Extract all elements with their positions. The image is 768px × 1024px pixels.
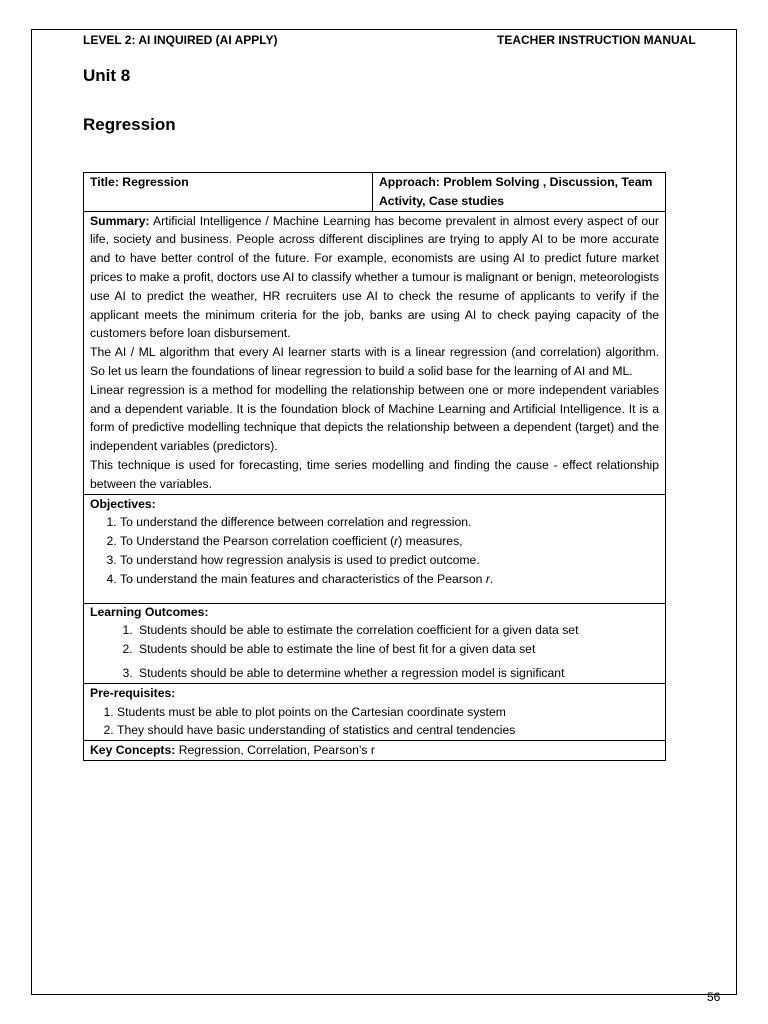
prerequisite-item: 2. They should have basic understanding of statistics and central tendencies (117, 721, 659, 740)
prerequisite-item: 1. Students must be able to plot points on the Cartesian coordinate system (117, 703, 659, 722)
summary-cell (84, 211, 666, 494)
learning-outcome-item: 2. Students should be able to estimate the line of best fit for a given data set (136, 640, 659, 659)
key-concepts-label: Key Concepts: (90, 743, 176, 758)
objective-item: 4. To understand the main features and characteristics of the Pearson r. (120, 570, 659, 589)
summary-label: Summary: (90, 213, 150, 228)
objectives-list (90, 513, 659, 588)
key-concepts-cell (84, 741, 666, 761)
objective-item: 1. To understand the difference between correlation and regression. (120, 513, 659, 532)
prerequisites-cell (84, 683, 666, 740)
header-course-level: LEVEL 2: AI INQUIRED (AI APPLY) (83, 33, 278, 47)
learning-outcomes-list (90, 621, 659, 682)
learning-outcome-item: 3. Students should be able to determine whether a regression model is significant (136, 664, 659, 683)
title-cell: Title: Regression (84, 173, 373, 212)
key-concepts-text: Regression, Correlation, Pearson’s r (175, 743, 375, 758)
objectives-row (84, 494, 666, 603)
page-number: 56 (707, 990, 721, 1004)
learning-outcomes-cell (84, 603, 666, 683)
unit-heading: Unit 8 (83, 66, 131, 85)
learning-outcome-item: 1. Students should be able to estimate the correlation coefficient for a given data set (136, 621, 659, 640)
objective-item: 3. To understand how regression analysis is used to predict outcome. (120, 551, 659, 570)
approach-cell: Approach: Problem Solving , Discussion, Team Activity, Case studies (373, 173, 666, 212)
summary-paragraph-1: Artificial Intelligence / Machine Learning has become prevalent in almost every aspect of our life, society and business. People across different disciplines are trying to apply AI to be more accurate and to have better control of the future. For example, economists are using AI to predict future market prices to make a profit, doctors use AI to classify whether a tumour is malignant or benign, meteorologists use AI to predict the weather, HR recruiters use AI to check the resume of applicants to verify if the applicant meets the minimum criteria for the job, banks are using AI to check paying capacity of the customers before loan disbursement. (90, 213, 659, 341)
prerequisites-row (84, 683, 666, 740)
summary-paragraph-2: The AI / ML algorithm that every AI learner starts with is a linear regression (and correlation) algorithm. So let us learn the foundations of linear regression to build a solid base for the learning of AI and ML. (90, 345, 659, 378)
lesson-plan-table (83, 172, 666, 761)
objectives-label: Objectives: (90, 496, 156, 511)
prerequisites-label: Pre-requisites: (90, 685, 176, 700)
section-title: Regression (83, 115, 176, 134)
summary-paragraph-3: Linear regression is a method for modelling the relationship between one or more independent variables and a dependent variable. It is the foundation block of Machine Learning and Artificial Intelligence. It is a form of predictive modelling technique that depicts the relationship between a dependent (target) and the independent variables (predictors). (90, 382, 659, 454)
learning-outcomes-label: Learning Outcomes: (90, 604, 209, 619)
prerequisites-list (90, 703, 659, 741)
objective-item: 2. To Understand the Pearson correlation coefficient (r) measures, (120, 532, 659, 551)
objectives-cell (84, 494, 666, 603)
learning-outcomes-row (84, 603, 666, 683)
key-concepts-row (84, 741, 666, 761)
header-manual-title: TEACHER INSTRUCTION MANUAL (497, 33, 696, 47)
summary-paragraph-4: This technique is used for forecasting, time series modelling and finding the cause - effect relationship between the variables. (90, 457, 659, 491)
title-row (84, 173, 666, 212)
summary-row (84, 211, 666, 494)
